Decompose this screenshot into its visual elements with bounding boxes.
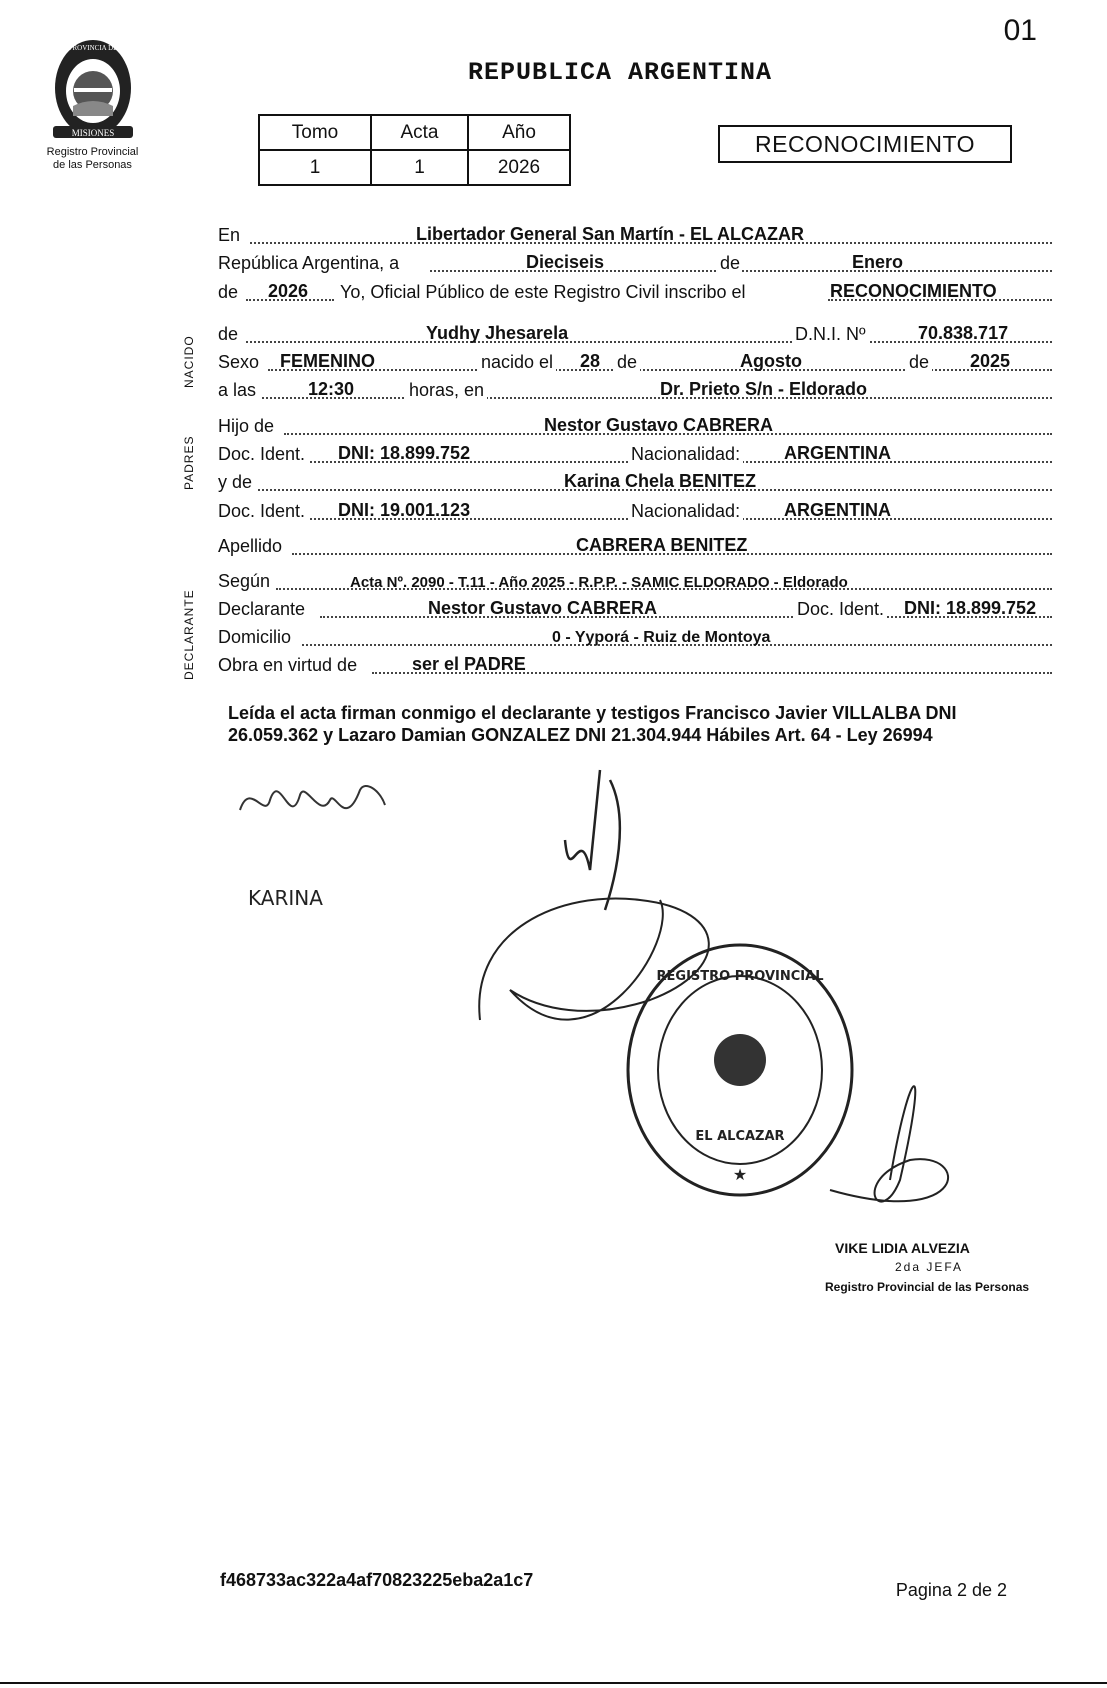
statement: Leída el acta firman conmigo el declarante y testigos Francisco Javier VILLALBA DNI 26.059.362 y Lazaro Damian GONZALEZ DNI 21.304.944 Hábiles Art. 64 - Ley 26994 bbox=[228, 703, 957, 745]
signatures-and-stamp bbox=[210, 760, 1070, 1320]
obra-label: Obra en virtud de bbox=[218, 655, 358, 675]
doc-label-3: Doc. Ident. bbox=[794, 599, 887, 620]
act-type-box: RECONOCIMIENTO bbox=[718, 125, 1012, 163]
page-number: 01 bbox=[1003, 14, 1037, 47]
birth-year: 2025 bbox=[970, 351, 1011, 371]
bottom-rule bbox=[0, 1682, 1107, 1684]
row-domicilio bbox=[218, 626, 1052, 650]
official-title: 2da JEFA bbox=[895, 1260, 964, 1274]
en-label: En bbox=[218, 225, 241, 245]
declarante-label: Declarante bbox=[218, 599, 306, 619]
row-father-doc bbox=[218, 443, 1052, 467]
row-en bbox=[218, 224, 1052, 248]
de-label-3: de bbox=[218, 324, 239, 344]
section-declarante: DECLARANTE bbox=[182, 589, 196, 680]
nac-label-2: Nacionalidad: bbox=[628, 501, 743, 522]
hijo-label: Hijo de bbox=[218, 416, 275, 436]
doc-label-2: Doc. Ident. bbox=[218, 501, 306, 521]
de-label-4: de bbox=[614, 352, 640, 373]
misiones-shield-icon bbox=[48, 36, 138, 146]
mother-doc: DNI: 19.001.123 bbox=[338, 500, 471, 520]
de-label-5: de bbox=[906, 352, 932, 373]
pagination: Pagina 2 de 2 bbox=[895, 1580, 1007, 1600]
horas-label: horas, en bbox=[406, 380, 487, 401]
father-name: Nestor Gustavo CABRERA bbox=[544, 415, 774, 435]
obra-value: ser el PADRE bbox=[412, 654, 526, 674]
signature-2-icon bbox=[565, 770, 620, 910]
value-tomo: 1 bbox=[259, 150, 371, 185]
name-value: Yudhy Jhesarela bbox=[426, 323, 569, 343]
domicilio-value: 0 - Yyporá - Ruiz de Montoya bbox=[552, 629, 771, 646]
place-value: Dr. Prieto S/n - Eldorado bbox=[660, 379, 868, 399]
dni-value: 70.838.717 bbox=[918, 323, 1009, 343]
en-value: Libertador General San Martín - EL ALCAZAR bbox=[416, 224, 805, 244]
month-value: Enero bbox=[852, 252, 904, 272]
logo-caption-1: Registro Provincial bbox=[46, 146, 139, 158]
stamp-emblem-icon bbox=[714, 1034, 766, 1086]
row-segun bbox=[218, 570, 1052, 594]
mother-name: Karina Chela BENITEZ bbox=[564, 471, 757, 491]
de-label-2: de bbox=[218, 282, 239, 302]
nacido-label: nacido el bbox=[478, 352, 556, 373]
row-year bbox=[218, 281, 1052, 305]
time-value: 12:30 bbox=[308, 379, 355, 399]
row-obra bbox=[218, 654, 1052, 678]
svg-text:REGISTRO PROVINCIAL: REGISTRO PROVINCIAL bbox=[656, 969, 824, 984]
document-hash: f468733ac322a4af70823225eba2a1c7 bbox=[220, 1570, 534, 1590]
sexo-label: Sexo bbox=[218, 352, 260, 372]
declarante-doc: DNI: 18.899.752 bbox=[904, 598, 1037, 618]
official-registry: Registro Provincial de las Personas bbox=[825, 1280, 1030, 1294]
yde-label: y de bbox=[218, 472, 253, 492]
republica-label: República Argentina, a bbox=[218, 253, 400, 273]
mother-nat: ARGENTINA bbox=[784, 500, 891, 520]
birth-month: Agosto bbox=[740, 351, 802, 371]
domicilio-label: Domicilio bbox=[218, 627, 292, 647]
signature-1-icon bbox=[240, 786, 385, 810]
father-doc: DNI: 18.899.752 bbox=[338, 443, 471, 463]
svg-text:PROVINCIA DE: PROVINCIA DE bbox=[68, 44, 117, 52]
act-value: RECONOCIMIENTO bbox=[830, 281, 997, 301]
official-stamp bbox=[628, 945, 852, 1195]
declarante-value: Nestor Gustavo CABRERA bbox=[428, 598, 658, 618]
sexo-value: FEMENINO bbox=[280, 351, 376, 371]
row-apellido bbox=[218, 535, 1052, 559]
day-value: Dieciseis bbox=[526, 252, 605, 272]
apellido-value: CABRERA BENITEZ bbox=[576, 535, 748, 555]
year-value: 2026 bbox=[268, 281, 309, 301]
alas-label: a las bbox=[218, 380, 257, 400]
header-acta: Acta bbox=[371, 115, 468, 150]
signature-1-name: KARINA bbox=[248, 886, 323, 910]
nac-label: Nacionalidad: bbox=[628, 444, 743, 465]
apellido-label: Apellido bbox=[218, 536, 283, 556]
value-ano: 2026 bbox=[468, 150, 570, 185]
svg-text:★: ★ bbox=[732, 1167, 748, 1184]
birth-day: 28 bbox=[580, 351, 601, 371]
header-ano: Año bbox=[468, 115, 570, 150]
dni-label: D.N.I. Nº bbox=[795, 324, 866, 344]
svg-text:EL ALCAZAR: EL ALCAZAR bbox=[695, 1129, 785, 1144]
row-mother-doc bbox=[218, 500, 1052, 524]
registry-logo bbox=[30, 36, 155, 172]
row-hora bbox=[218, 379, 1052, 403]
row-name bbox=[218, 323, 1052, 347]
record-table bbox=[258, 114, 571, 186]
row-hijo bbox=[218, 415, 1052, 439]
section-nacido: NACIDO bbox=[182, 335, 196, 388]
de-label: de bbox=[720, 253, 741, 273]
country-title: REPUBLICA ARGENTINA bbox=[467, 58, 773, 87]
doc-label: Doc. Ident. bbox=[218, 444, 306, 464]
section-padres: PADRES bbox=[182, 435, 196, 490]
row-fecha bbox=[218, 252, 1052, 276]
official-name: VIKE LIDIA ALVEZIA bbox=[835, 1240, 970, 1256]
row-yde bbox=[218, 471, 1052, 495]
row-sexo bbox=[218, 351, 1052, 375]
yo-text: Yo, Oficial Público de este Registro Civil inscribo el bbox=[340, 282, 746, 302]
svg-text:MISIONES: MISIONES bbox=[71, 128, 114, 138]
value-acta: 1 bbox=[371, 150, 468, 185]
header-tomo: Tomo bbox=[259, 115, 371, 150]
segun-value: Acta Nº. 2090 - T.11 - Año 2025 - R.P.P. - SAMIC ELDORADO - Eldorado bbox=[350, 574, 848, 591]
signature-3-icon bbox=[479, 899, 709, 1021]
father-nat: ARGENTINA bbox=[784, 443, 891, 463]
row-declarante bbox=[218, 598, 1052, 622]
segun-label: Según bbox=[218, 571, 271, 591]
logo-caption-2: de las Personas bbox=[53, 159, 132, 171]
